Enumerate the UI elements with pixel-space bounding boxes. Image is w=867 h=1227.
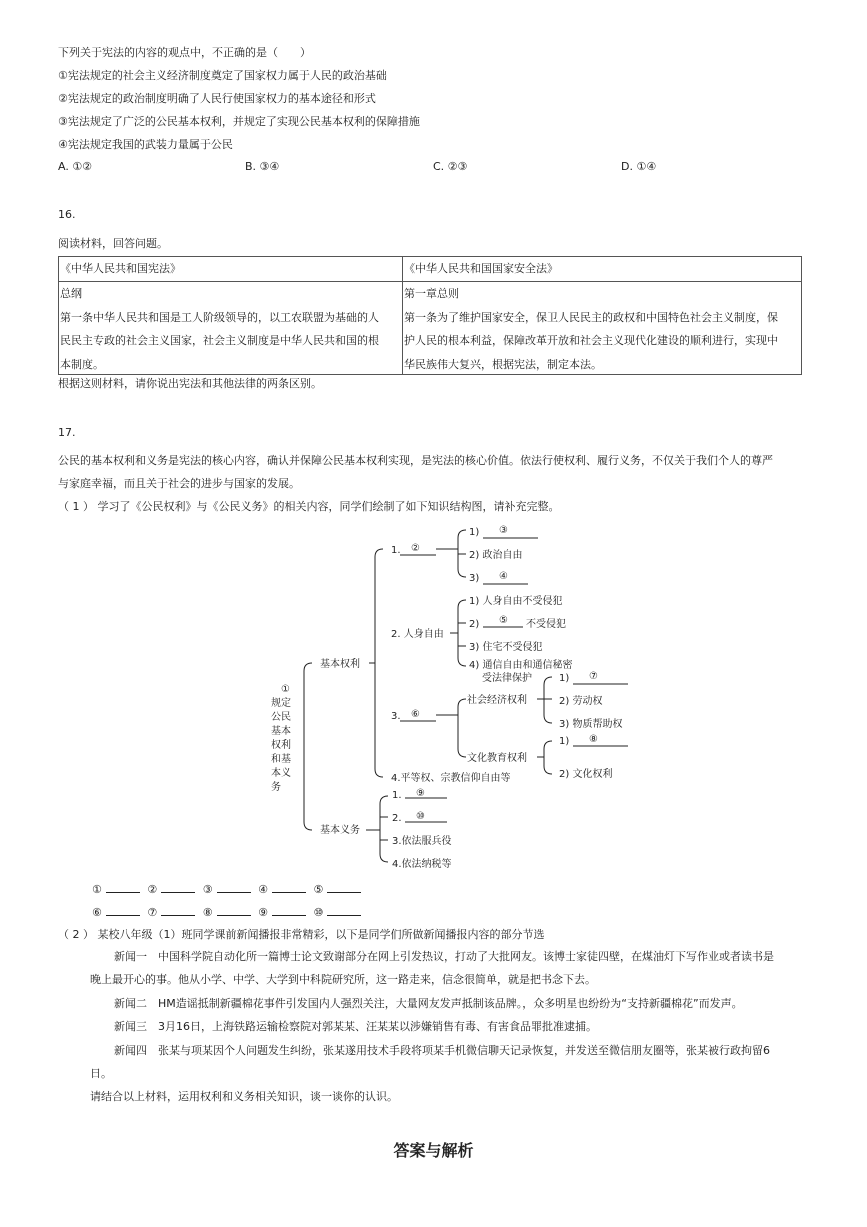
blank-label: ⑤ bbox=[313, 883, 324, 896]
blank-field[interactable] bbox=[217, 892, 251, 893]
blank-label: ① bbox=[92, 883, 102, 896]
q15-item-1: ①宪法规定的社会主义经济制度奠定了国家权力属于人民的政治基础 bbox=[58, 69, 387, 82]
blank-field[interactable] bbox=[272, 892, 306, 893]
tree-mark-7: ⑦ bbox=[589, 671, 598, 682]
news-4a: 新闻四 张某与项某因个人问题发生纠纷，张某遂用技术手段将项某手机微信聊天记录恢复，并发送至微信朋友圈等，张某被行政拘留6 bbox=[114, 1044, 770, 1057]
q15-item-2: ②宪法规定的政治制度明确了人民行使国家权力的基本途径和形式 bbox=[58, 92, 376, 105]
tree-root-line: 和基 bbox=[271, 754, 291, 765]
answer-blanks-row-2 bbox=[92, 906, 365, 919]
tree-mark-10: ⑩ bbox=[416, 811, 425, 822]
news-1b: 晚上最开心的事。他从小学、中学、大学到中科院研究所，这一路走来，信念很简单，就是把书念下去。 bbox=[90, 973, 596, 986]
blank-field[interactable] bbox=[217, 915, 251, 916]
answer-section-title: 答案与解析 bbox=[393, 1141, 474, 1160]
tree-econ-sub-1: 1) bbox=[559, 673, 570, 684]
tree-root-line: 基本 bbox=[271, 726, 291, 737]
tree-cult-sub-2: 2) 文化权利 bbox=[559, 769, 613, 780]
blank-label: ⑨ bbox=[258, 906, 268, 919]
tree-duties: 基本义务 bbox=[320, 825, 360, 836]
tree-r1-sub-3: 3) bbox=[469, 573, 480, 584]
tree-r1-sub-1: 1) bbox=[469, 527, 480, 538]
q16-question: 根据这则材料，请你说出宪法和其他法律的两条区别。 bbox=[58, 377, 322, 390]
tree-mark-8: ⑧ bbox=[589, 734, 598, 745]
tree-r2-sub-3: 3) 住宅不受侵犯 bbox=[469, 642, 543, 653]
tree-r2: 2. 人身自由 bbox=[391, 629, 444, 640]
tree-mark-4: ④ bbox=[499, 571, 508, 582]
tree-d4: 4.依法纳税等 bbox=[392, 859, 452, 870]
blank-label: ⑩ bbox=[313, 906, 324, 919]
q17-number: 17. bbox=[58, 426, 76, 439]
q17-intro-1: 公民的基本权利和义务是宪法的核心内容，确认并保障公民基本权利实现，是宪法的核心价值。依法行使权利、履行义务，不仅关于我们个人的尊严 bbox=[58, 454, 773, 467]
blank-field[interactable] bbox=[161, 915, 195, 916]
news-3: 新闻三 3月16日，上海铁路运输检察院对郭某某、汪某某以涉嫌销售有毒、有害食品罪批准逮捕。 bbox=[114, 1020, 597, 1033]
tree-econ-sub-2: 2) 劳动权 bbox=[559, 696, 603, 707]
tree-r4: 4.平等权、宗教信仰自由等 bbox=[391, 773, 511, 784]
q15-option-a[interactable]: A. ①② bbox=[58, 160, 93, 173]
tree-r2-sub-4: 4) 通信自由和通信秘密 bbox=[469, 660, 573, 671]
tree-r2-sub-1: 1) 人身自由不受侵犯 bbox=[469, 596, 563, 607]
blank-label: ⑦ bbox=[147, 906, 158, 919]
blank-field[interactable] bbox=[161, 892, 195, 893]
blank-field[interactable] bbox=[106, 892, 140, 893]
blank-field[interactable] bbox=[327, 915, 361, 916]
tree-root-line: 权利 bbox=[271, 740, 291, 751]
tree-root-line: 规定 bbox=[271, 698, 291, 709]
q15-stem: 下列关于宪法的内容的观点中，不正确的是（ ） bbox=[58, 46, 311, 59]
blank-label: ④ bbox=[258, 883, 268, 896]
q15-item-3: ③宪法规定了广泛的公民基本权利，并规定了实现公民基本权利的保障措施 bbox=[58, 115, 420, 128]
tree-d3: 3.依法服兵役 bbox=[392, 836, 452, 847]
tree-r2-sub-2-tail: 不受侵犯 bbox=[526, 619, 566, 630]
tree-r3: 3. bbox=[391, 711, 401, 722]
q15-option-b[interactable]: B. ③④ bbox=[245, 160, 280, 173]
q16-intro: 阅读材料，回答问题。 bbox=[58, 237, 168, 250]
tree-mark-6: ⑥ bbox=[411, 709, 420, 720]
tree-rights: 基本权利 bbox=[320, 659, 360, 670]
cell-line: 护人民的根本利益，保障改革开放和社会主义现代化建设的顺利进行，实现中 bbox=[404, 334, 778, 347]
q17-part2: （ 2 ） 某校八年级（1）班同学课前新闻播报非常精彩，以下是同学们所做新闻播报内容的部分节选 bbox=[58, 928, 545, 941]
tree-root-line: 务 bbox=[271, 782, 281, 793]
blank-label: ⑥ bbox=[92, 906, 102, 919]
blank-field[interactable] bbox=[272, 915, 306, 916]
q17-part1: （ 1 ） 学习了《公民权利》与《公民义务》的相关内容，同学们绘制了如下知识结构图，请补充完整。 bbox=[58, 500, 560, 513]
tree-mark-3: ③ bbox=[499, 525, 508, 536]
tree-d1: 1. bbox=[392, 790, 402, 801]
cell-line: 本制度。 bbox=[60, 357, 104, 371]
cell-line: 第一条中华人民共和国是工人阶级领导的，以工农联盟为基础的人 bbox=[60, 310, 379, 324]
news-2: 新闻二 HM造谣抵制新疆棉花事件引发国内人强烈关注，大量网友发声抵制该品牌。，众多明星也纷纷为“支持新疆棉花”而发声。 bbox=[114, 997, 743, 1010]
tree-cult-sub-1: 1) bbox=[559, 736, 570, 747]
blank-label: ⑧ bbox=[202, 906, 213, 919]
cell-line: 民民主专政的社会主义国家，社会主义制度是中华人民共和国的根 bbox=[60, 334, 379, 347]
cell-line: 第一条为了维护国家安全，保卫人民民主的政权和中国特色社会主义制度，保 bbox=[404, 310, 778, 324]
tree-cult: 文化教育权利 bbox=[467, 753, 527, 764]
blank-label: ② bbox=[147, 883, 158, 896]
tree-mark-2: ② bbox=[411, 543, 420, 554]
blank-field[interactable] bbox=[327, 892, 361, 893]
answer-blanks-row-1 bbox=[92, 883, 365, 896]
q16-number: 16. bbox=[58, 208, 76, 221]
q17-intro-2: 与家庭幸福，而且关于社会的进步与国家的发展。 bbox=[58, 477, 300, 490]
tree-r2-sub-2: 2) bbox=[469, 619, 480, 630]
tree-r1: 1. bbox=[391, 545, 401, 556]
q15-item-4: ④宪法规定我国的武装力量属于公民 bbox=[58, 138, 233, 151]
news-1a: 新闻一 中国科学院自动化所一篇博士论文致谢部分在网上引发热议，打动了大批网友。该博士家徒四壁，在煤油灯下写作业或者读书是 bbox=[114, 950, 774, 963]
tree-econ: 社会经济权利 bbox=[467, 695, 527, 706]
cell-line: 第一章总则 bbox=[404, 287, 459, 300]
tree-mark-9: ⑨ bbox=[416, 788, 425, 799]
tree-root-line: 本义 bbox=[271, 768, 291, 779]
tree-d2: 2. bbox=[392, 813, 402, 824]
q15-option-d[interactable]: D. ①④ bbox=[621, 160, 657, 173]
q17-ask: 请结合以上材料，运用权利和义务相关知识，谈一谈你的认识。 bbox=[90, 1090, 398, 1103]
tree-r2-sub-4b: 受法律保护 bbox=[482, 673, 532, 684]
tree-econ-sub-3: 3) 物质帮助权 bbox=[559, 719, 623, 730]
q15-option-c[interactable]: C. ②③ bbox=[433, 160, 468, 173]
blank-label: ③ bbox=[202, 883, 213, 896]
cell-line: 华民族伟大复兴，根据宪法，制定本法。 bbox=[404, 357, 602, 371]
cell-line: 总纲 bbox=[60, 287, 82, 300]
blank-field[interactable] bbox=[106, 915, 140, 916]
table-header-security-law: 《中华人民共和国国家安全法》 bbox=[403, 257, 802, 282]
tree-root-mark: ① bbox=[281, 684, 290, 695]
tree-r1-sub-2: 2) 政治自由 bbox=[469, 550, 523, 561]
tree-mark-5: ⑤ bbox=[499, 615, 508, 626]
table-header-constitution: 《中华人民共和国宪法》 bbox=[59, 257, 403, 282]
news-4b: 日。 bbox=[90, 1067, 112, 1080]
tree-root-line: 公民 bbox=[271, 712, 291, 723]
